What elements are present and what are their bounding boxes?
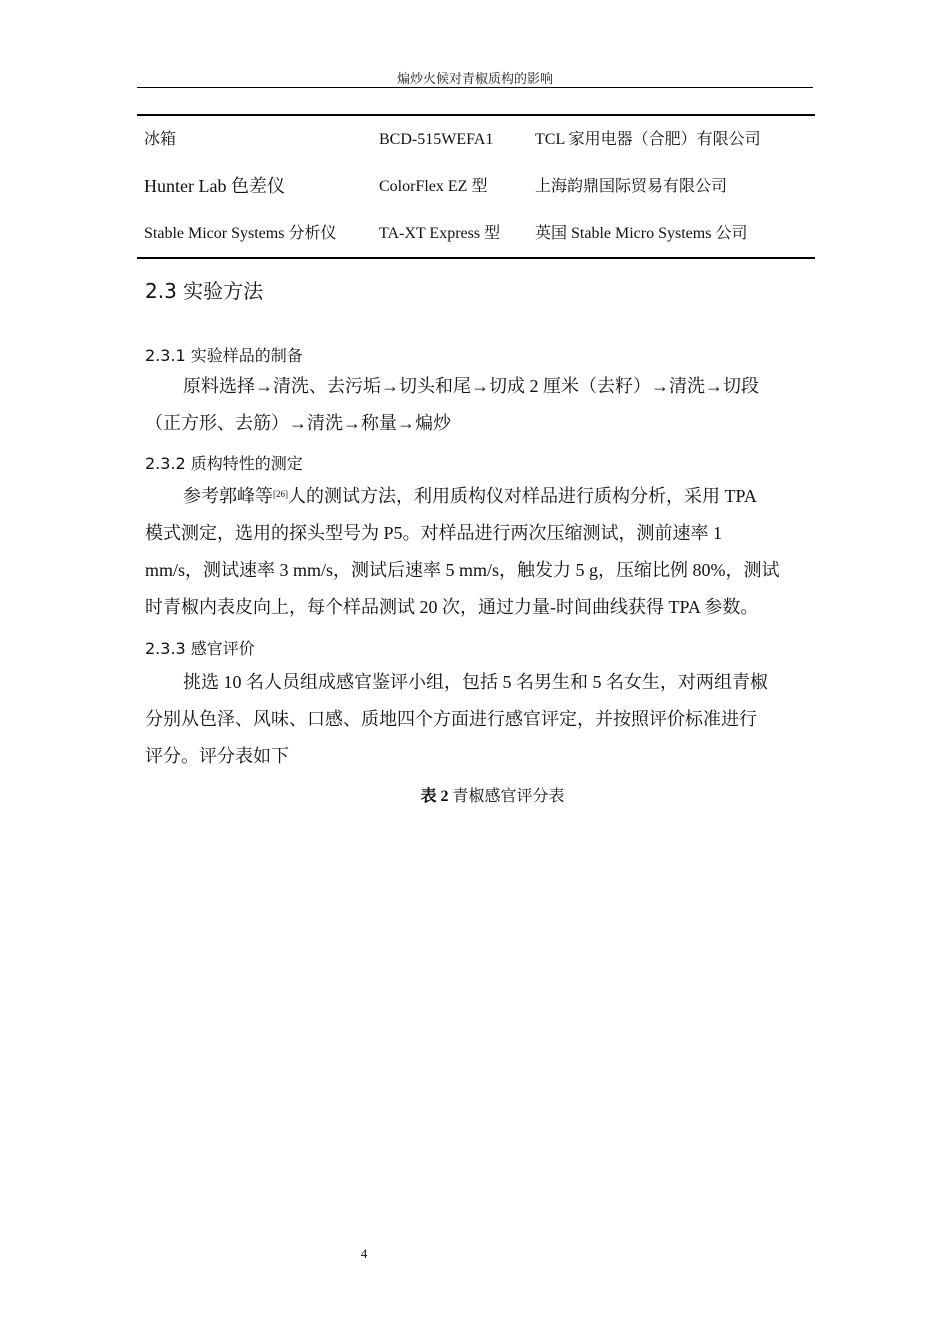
equipment-maker: TCL 家用电器（合肥）有限公司 [535, 131, 761, 148]
caption-label: 表 2 [420, 788, 449, 805]
text-run: 人的测试方法，利用质构仪对样品进行质构分析，采用 TPA [288, 486, 757, 506]
subsection-heading: 2.3.2 质构特性的测定 [145, 454, 303, 473]
paragraph-line: 原料选择→清洗、去污垢→切头和尾→切成 2 厘米（去籽）→清洗→切段 [183, 376, 759, 396]
caption-text: 青椒感官评分表 [452, 788, 565, 805]
page-number: 4 [360, 1246, 368, 1261]
paragraph-line: 挑选 10 名人员组成感官鉴评小组，包括 5 名男生和 5 名女生，对两组青椒 [183, 672, 768, 692]
equipment-name: Hunter Lab 色差仪 [144, 176, 285, 196]
equipment-name: 冰箱 [144, 131, 177, 148]
header-rule [137, 87, 813, 88]
paragraph-texture [145, 478, 810, 626]
paragraph-line: 模式测定，选用的探头型号为 P5。对样品进行两次压缩测试，测前速率 1 [145, 523, 723, 543]
citation-ref: [26] [273, 489, 288, 499]
paragraph-sensory [145, 664, 810, 775]
paragraph-line: （正方形、去筋）→清洗→称量→煸炒 [145, 413, 451, 433]
equipment-model: BCD-515WEFA1 [379, 131, 494, 148]
table-row [137, 210, 815, 257]
paragraph-line: mm/s，测试速率 3 mm/s，测试后速率 5 mm/s，触发力 5 g，压缩比例 80%，测试 [145, 560, 780, 580]
equipment-table [137, 114, 815, 259]
running-header: 煸炒火候对青椒质构的影响 [396, 71, 553, 86]
subsection-heading: 2.3.3 感官评价 [145, 639, 255, 658]
paragraph-line [145, 478, 810, 515]
section-heading: 2.3 实验方法 [145, 279, 264, 303]
paragraph-line: 时青椒内表皮向上，每个样品测试 20 次，通过力量-时间曲线获得 TPA 参数。 [145, 597, 759, 617]
paragraph-sample-prep [145, 368, 810, 442]
equipment-model: ColorFlex EZ 型 [379, 178, 488, 195]
table-caption [0, 783, 950, 806]
text-run: 参考郭峰等 [183, 486, 273, 506]
table-row [137, 163, 815, 210]
equipment-maker: 上海韵鼎国际贸易有限公司 [535, 178, 728, 195]
subsection-heading: 2.3.1 实验样品的制备 [145, 346, 303, 365]
equipment-name: Stable Micor Systems 分析仪 [144, 225, 337, 242]
equipment-maker: 英国 Stable Micro Systems 公司 [535, 225, 748, 242]
paragraph-line: 评分。评分表如下 [145, 746, 289, 766]
table-row [137, 116, 815, 163]
paragraph-line: 分别从色泽、风味、口感、质地四个方面进行感官评定，并按照评价标准进行 [145, 709, 757, 729]
equipment-model: TA-XT Express 型 [379, 225, 501, 242]
